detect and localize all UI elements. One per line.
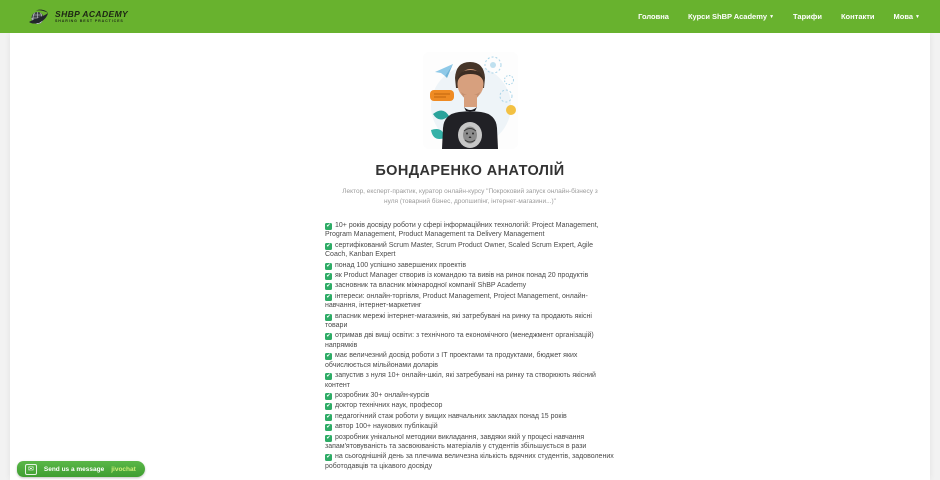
check-icon: ✔ xyxy=(326,392,331,399)
check-icon: ✔ xyxy=(326,313,331,320)
check-icon: ✔ xyxy=(326,223,331,229)
check-icon: ✔ xyxy=(326,353,331,360)
achievement-item xyxy=(325,371,615,390)
achievement-text: засновник та власник міжнародної компанії ShBP Academy xyxy=(335,282,527,290)
lecturer-photo xyxy=(423,52,518,149)
check-icon: ✔ xyxy=(326,373,331,380)
achievement-item xyxy=(325,292,615,311)
chevron-down-icon: ▼ xyxy=(915,14,920,20)
logo-tagline: SHARING BEST PRACTICES xyxy=(55,18,124,23)
achievement-text: розробник 30+ онлайн-курсів xyxy=(335,391,430,399)
check-icon: ✔ xyxy=(326,293,331,300)
achievement-text: доктор технічних наук, професор xyxy=(335,402,443,410)
check-icon: ✔ xyxy=(326,283,331,290)
achievement-item xyxy=(325,241,615,260)
achievement-item xyxy=(325,351,615,370)
achievement-text: запустив з нуля 10+ онлайн-шкіл, які затребувані на ринку та створюють якісний контент xyxy=(325,372,596,389)
nav-item-language[interactable] xyxy=(894,12,920,21)
achievement-item xyxy=(325,412,615,421)
check-icon: ✔ xyxy=(326,242,331,249)
achievement-text: на сьогоднішній день за плечима величезна кількість вдячних студентів, задоволених роботодавців та цікавого досвіду xyxy=(325,453,614,470)
achievement-text: має величезний досвід роботи з ІТ проектами та продуктами, бюджет яких обчислюється мільйонами доларів xyxy=(325,352,578,369)
achievement-text: як Product Manager створив із командою та вивів на ринок понад 20 продуктів xyxy=(335,272,589,280)
achievement-item xyxy=(325,331,615,350)
chat-widget-brand[interactable]: jivochat xyxy=(111,465,136,473)
nav-item-courses[interactable] xyxy=(688,12,774,21)
achievements-list xyxy=(325,221,615,471)
chevron-down-icon: ▼ xyxy=(769,14,775,20)
achievement-text: розробник унікальної методики викладання, завдяки якій у процесі навчання запам'ятовуваність та засвоюваність матеріалів у студентів збільшується в рази xyxy=(325,433,587,450)
check-icon: ✔ xyxy=(326,454,331,461)
achievement-item xyxy=(325,391,615,400)
achievement-item xyxy=(325,433,615,452)
achievement-item xyxy=(325,271,615,280)
check-icon: ✔ xyxy=(326,413,331,420)
logo[interactable] xyxy=(26,5,128,29)
chat-widget-label: Send us a message xyxy=(43,465,105,473)
chat-widget[interactable] xyxy=(17,461,145,477)
site-header xyxy=(0,0,940,33)
achievement-text: сертифікований Scrum Master, Scrum Product Owner, Scaled Scrum Expert, Agile Coach, Kanban Expert xyxy=(325,241,594,259)
check-icon: ✔ xyxy=(326,273,331,280)
achievement-text: педагогічний стаж роботи у вищих навчальних закладах понад 15 років xyxy=(335,412,567,420)
nav-item-tariffs[interactable]: Тарифи xyxy=(793,12,822,21)
nav-item-language-label: Мова xyxy=(893,12,914,21)
achievement-item xyxy=(325,452,615,471)
nav-item-home[interactable]: Головна xyxy=(638,12,669,21)
check-icon: ✔ xyxy=(326,424,331,431)
envelope-icon: ✉ xyxy=(25,464,37,475)
main-nav xyxy=(638,12,926,21)
achievement-item xyxy=(325,281,615,290)
achievement-text: автор 100+ наукових публікацій xyxy=(335,423,438,431)
check-icon: ✔ xyxy=(326,434,331,441)
lecturer-name: БОНДАРЕНКО АНАТОЛІЙ xyxy=(375,163,565,179)
lecturer-subtitle: Лектор, експерт-практик, куратор онлайн-курсу "Покроковий запуск онлайн-бізнесу з нуля (товарний бізнес, дропшипінг, інтернет-магазини...)" xyxy=(342,188,598,205)
achievement-item xyxy=(325,221,615,240)
check-icon: ✔ xyxy=(326,333,331,340)
achievement-item xyxy=(325,401,615,410)
content-card xyxy=(10,33,930,480)
nav-item-courses-label: Курси ShBP Academy xyxy=(687,12,768,21)
achievement-item xyxy=(325,422,615,431)
achievement-text: отримав дві вищі освіти: з технічного та економічного (менеджмент організацій) напрямків xyxy=(325,332,594,349)
logo-title: SHBP ACADEMY xyxy=(55,8,129,19)
achievement-text: 10+ років досвіду роботи у сфері інформаційних технологій: Project Management, Program Management, Product Management та Delivery Management xyxy=(325,222,599,239)
achievement-item xyxy=(325,261,615,270)
logo-globe-swoosh-icon xyxy=(26,5,50,29)
check-icon: ✔ xyxy=(326,403,331,410)
achievement-text: понад 100 успішно завершених проектів xyxy=(335,261,467,269)
achievement-text: власник мережі інтернет-магазинів, які затребувані на ринку та продають якісні товари xyxy=(325,312,592,330)
achievement-item xyxy=(325,312,615,331)
check-icon: ✔ xyxy=(326,262,331,269)
nav-item-contacts[interactable]: Контакти xyxy=(840,12,875,21)
achievement-text: інтереси: онлайн-торгівля, Product Management, Project Management, онлайн-навчання, інтернет-маркетинг xyxy=(325,292,588,310)
